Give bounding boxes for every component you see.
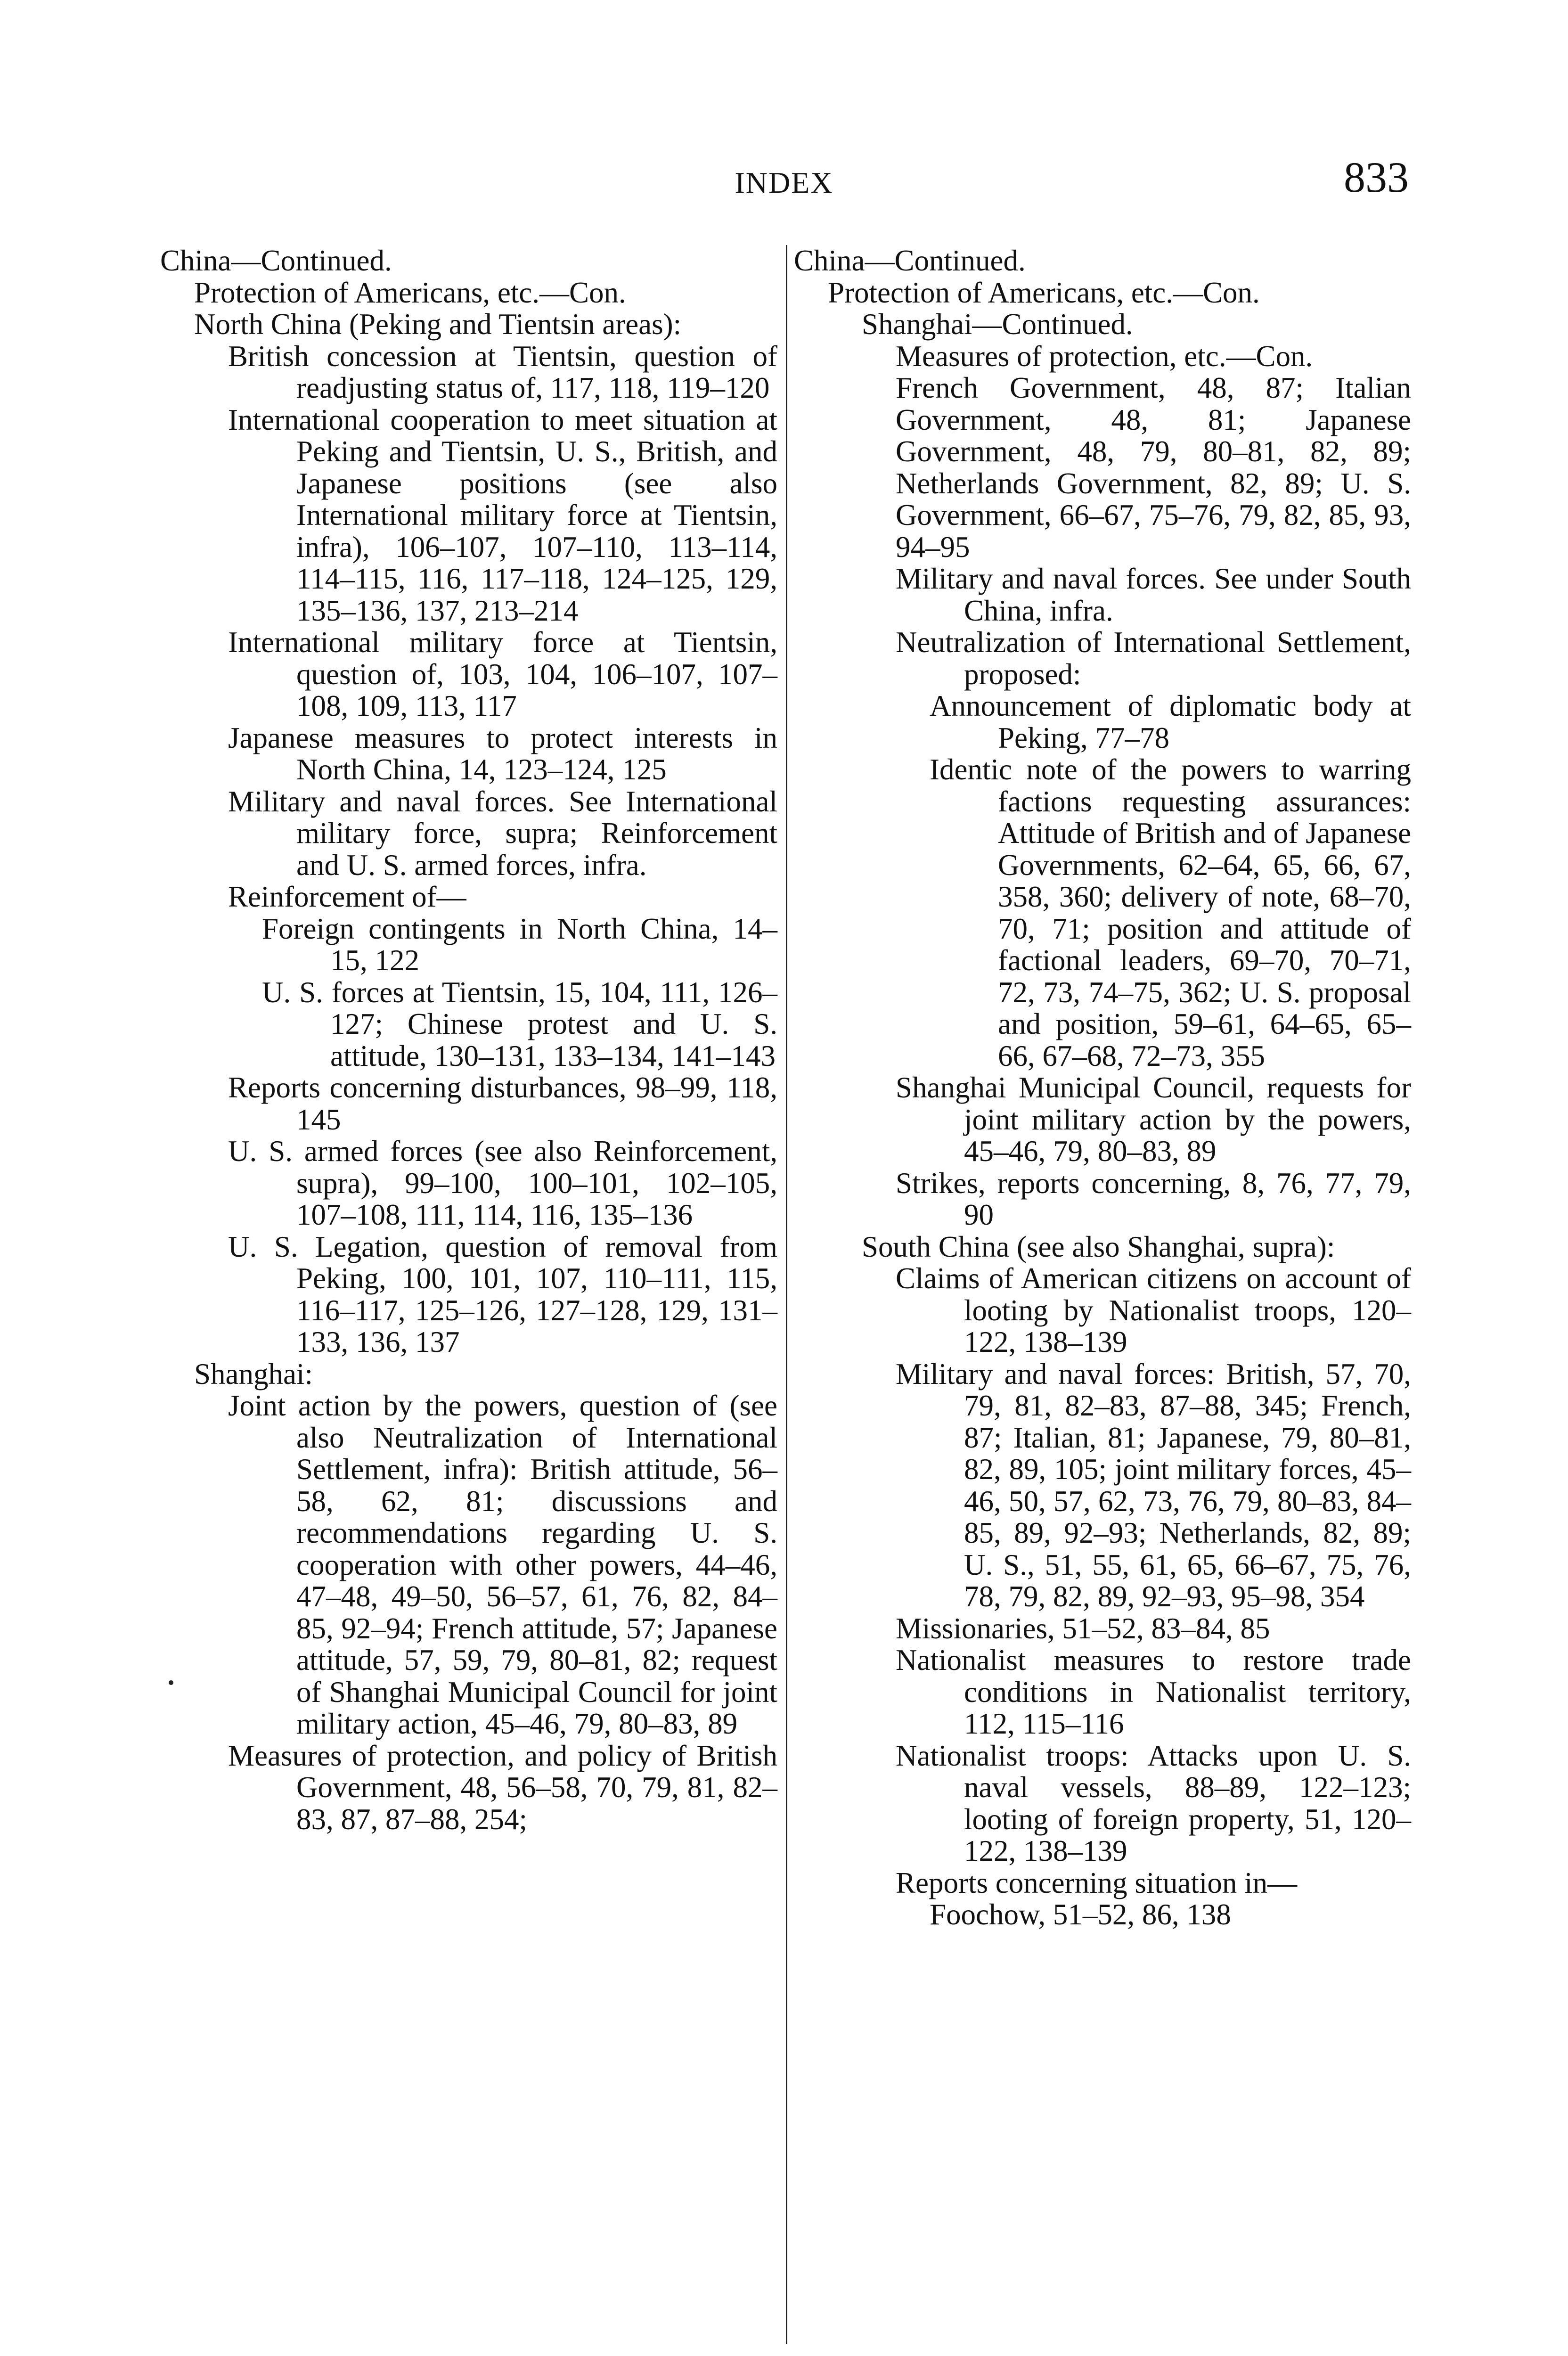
index-entry: Nationalist troops: Attacks upon U. S. naval vessels, 88–89, 122–123; looting of foreign property, 51, 120–122, 138–139: [896, 1739, 1419, 1867]
index-entry: Shanghai:: [194, 1357, 313, 1391]
index-entry: Military and naval forces: British, 57, 70, 79, 81, 82–83, 87–88, 345; French, 87; Italian, 81; Japanese, 79, 80–81, 82, 89, 105; joint military forces, 45–46, 50, 57, 62, 73, 76, 79, 80–83, 84–85, 89, 92–93; Netherlands, 82, 89; U. S., 51, 55, 61, 65, 66–67, 75, 76, 78, 79, 82, 89, 92–93, 95–98, 354: [896, 1357, 1419, 1613]
index-entry: French Government, 48, 87; Italian Government, 48, 81; Japanese Government, 48, 79, 80–81, 82, 89; Netherlands Government, 82, 89; U. S. Government, 66–67, 75–76, 79, 82, 85, 93, 94–95: [896, 371, 1419, 564]
index-entry: Neutralization of International Settlement, proposed:: [896, 626, 1419, 691]
index-entry: Shanghai—Continued.: [862, 308, 1133, 341]
running-head: INDEX: [735, 166, 833, 199]
index-entry: Japanese measures to protect interests in North China, 14, 123–124, 125: [228, 721, 785, 786]
index-entry: Reports concerning disturbances, 98–99, 118, 145: [228, 1071, 785, 1136]
index-entry: Foreign contingents in North China, 14–15, 122: [262, 912, 777, 977]
index-entry: Measures of protection, etc.—Con.: [896, 339, 1313, 373]
index-entry: Reports concerning situation in—: [896, 1866, 1298, 1899]
index-entry: Reinforcement of—: [228, 880, 466, 913]
column-divider: [786, 245, 787, 2344]
index-entry: U. S. Legation, question of removal from Peking, 100, 101, 107, 110–111, 115, 116–117, 125–126, 127–128, 129, 131–133, 136, 137: [228, 1230, 785, 1358]
index-entry: British concession at Tientsin, question of readjusting status of, 117, 118, 119–120: [228, 339, 785, 404]
index-entry: China—Continued.: [794, 244, 1026, 277]
index-column-left: [160, 244, 785, 1836]
index-entry: International military force at Tientsin, question of, 103, 104, 106–107, 107–108, 109, 113, 117: [228, 626, 785, 722]
index-entry: North China (Peking and Tientsin areas):: [194, 308, 682, 341]
index-entry: Announcement of diplomatic body at Peking, 77–78: [930, 689, 1419, 754]
index-entry: Strikes, reports concerning, 8, 76, 77, 79, 90: [896, 1166, 1419, 1231]
index-entry: Identic note of the powers to warring factions requesting assurances: Attitude of British and of Japanese Governments, 62–64, 65, 66, 67, 358, 360; delivery of note, 68–70, 70, 71; position and attitude of factional leaders, 69–70, 70–71, 72, 73, 74–75, 362; U. S. proposal and position, 59–61, 64–65, 65–66, 67–68, 72–73, 355: [930, 753, 1419, 1072]
index-entry: South China (see also Shanghai, supra):: [862, 1230, 1335, 1263]
index-entry: China—Continued.: [160, 244, 392, 277]
index-entry: U. S. forces at Tientsin, 15, 104, 111, 126–127; Chinese protest and U. S. attitude, 130–131, 133–134, 141–143: [262, 975, 785, 1072]
index-entry: Protection of Americans, etc.—Con.: [828, 276, 1260, 309]
index-entry: Shanghai Municipal Council, requests for joint military action by the powers, 45–46, 79, 80–83, 89: [896, 1071, 1419, 1168]
index-column-right: [794, 244, 1419, 1931]
index-entry: International cooperation to meet situation at Peking and Tientsin, U. S., British, and Japanese positions (see also International military force at Tientsin, infra), 106–107, 107–110, 113–114, 114–115, 116, 117–118, 124–125, 129, 135–136, 137, 213–214: [228, 403, 785, 627]
index-entry: Military and naval forces. See under South China, infra.: [896, 562, 1419, 627]
index-entry: U. S. armed forces (see also Reinforcement, supra), 99–100, 100–101, 102–105, 107–108, 111, 114, 116, 135–136: [228, 1135, 785, 1231]
index-entry: Measures of protection, and policy of British Government, 48, 56–58, 70, 79, 81, 82–83, 87, 87–88, 254;: [228, 1739, 785, 1836]
index-entry: Foochow, 51–52, 86, 138: [930, 1898, 1231, 1931]
index-entry: Joint action by the powers, question of (see also Neutralization of International Settlement, infra): British attitude, 56–58, 62, 81; discussions and recommendations regarding U. S. cooperation with other powers, 44–46, 47–48, 49–50, 56–57, 61, 76, 82, 84–85, 92–94; French attitude, 57; Japanese attitude, 57, 59, 79, 80–81, 82; request of Shanghai Municipal Council for joint military action, 45–46, 79, 80–83, 89: [228, 1389, 785, 1740]
margin-dot-mark: [169, 1680, 173, 1685]
index-entry: Claims of American citizens on account of looting by Nationalist troops, 120–122, 138–139: [896, 1262, 1419, 1358]
index-entry: Military and naval forces. See International military force, supra; Reinforcement and U. S. armed forces, infra.: [228, 785, 785, 882]
index-entry: Missionaries, 51–52, 83–84, 85: [896, 1612, 1270, 1645]
index-entry: Protection of Americans, etc.—Con.: [194, 276, 626, 309]
index-entry: Nationalist measures to restore trade conditions in Nationalist territory, 112, 115–116: [896, 1644, 1419, 1740]
page-number: 833: [1344, 153, 1409, 201]
